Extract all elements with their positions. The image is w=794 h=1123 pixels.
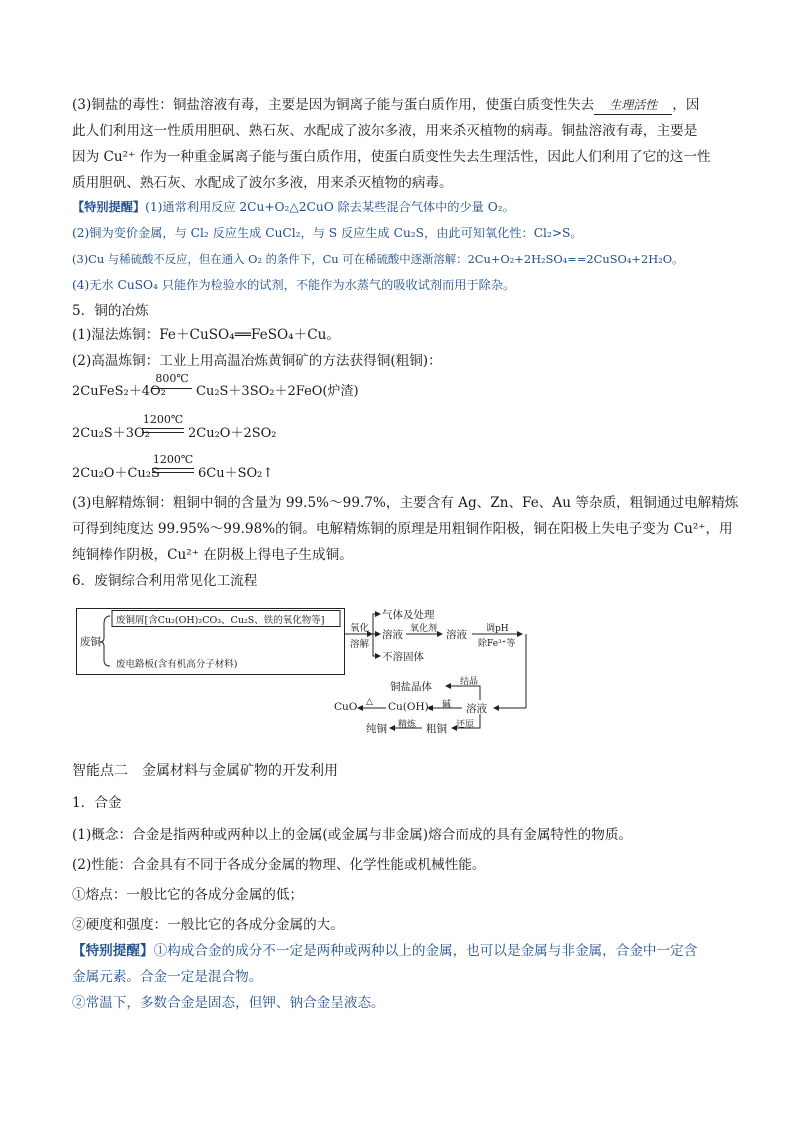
high-temp-copper: (2)高温炼铜：工业上用高温冶炼黄铜矿的方法获得铜(粗铜)： [72,353,442,369]
alloy-tip-label: 【特别提醒】 [72,943,154,959]
alloy-hardness: ②硬度和强度：一般比它的各成分金属的大。 [72,917,344,933]
flow-cu-salt: 铜盐晶体 [390,681,432,693]
eq1-condition: 800℃ [155,372,189,385]
flow-solution-1: 溶液 [382,629,403,641]
tip-label: 【特别提醒】 [72,200,146,214]
para-toxicity-line4: 质用胆矾、熟石灰、水配成了波尔多液，用来杀灭植物的病毒。 [72,175,453,191]
part-two-title: 智能点二 金属材料与金属矿物的开发利用 [72,763,338,779]
alloy-tip-line3: ②常温下，多数合金是固态，但钾、钠合金呈液态。 [72,995,385,1011]
para-toxicity-line1: (3)铜盐的毒性：铜盐溶液有毒，主要是因为铜离子能与蛋白质作用，使蛋白质变性失去 生理活性 ，因 [72,97,700,113]
answer-blank: 生理活性 [594,96,672,115]
flow-solution-2: 溶液 [446,629,467,641]
flow-waste-copper: 废铜 [80,636,101,648]
flow-cuo: CuO [334,701,358,713]
flow-gas: 气体及处理 [382,609,435,621]
alloy-tip-line1: 【特别提醒】①构成合金的成分不一定是两种或两种以上的金属，也可以是金属与非金属，合金中一定含 [72,943,698,959]
flow-crude-copper: 粗铜 [426,723,447,735]
tip-line4: (4)无水 CuSO₄ 只能作为检验水的试剂，不能作为水蒸气的吸收试剂而用于除杂。 [72,278,516,292]
tip-line3: (3)Cu 与稀硫酸不反应，但在通入 O₂ 的条件下，Cu 可在稀硫酸中逐渐溶解：2Cu+O₂+2H₂SO₄==2CuSO₄+2H₂O。 [72,252,684,266]
flow-pure-copper: 纯铜 [366,723,387,735]
flow-scrap: 废铜屑[含Cu₂(OH)₂CO₃、Cu₂S、铁的氧化物等] [116,615,325,626]
equation-2: 2Cu₂S＋3O₂ [72,426,150,441]
equation-3: 2Cu₂O＋Cu₂S [72,466,160,481]
flow-crystallize: 结晶 [460,677,479,687]
flow-solution-3: 溶液 [466,703,487,715]
para-toxicity-line2: 此人们利用这一性质用胆矾、熟石灰、水配成了波尔多液，用来杀灭植物的病毒。铜盐溶液有毒，主要是 [72,123,698,139]
electro-line2: 可得到纯度达 99.95%～99.98%的铜。电解精炼铜的原理是用粗铜作阳极，铜在阳极上失电子变为 Cu²⁺，用 [72,521,733,537]
flow-base: 碱 [442,700,452,710]
flow-pcb: 废电路板(含有机高分子材料) [116,659,238,670]
tip-line1: 【特别提醒】(1)通常利用反应 2Cu+O₂△2CuO 除去某些混合气体中的少量 O₂。 [72,200,515,214]
alloy-tip-line2: 金属元素。合金一定是混合物。 [72,969,263,985]
eq1-arrow [152,388,192,389]
wet-copper: (1)湿法炼铜：Fe＋CuSO₄══FeSO₄＋Cu。 [72,327,340,343]
process-flow-diagram [76,604,532,746]
flow-oxidize: 氧化 [350,623,370,634]
flow-reduce: 还原 [456,720,475,730]
eq1-products: Cu₂S＋3SO₂＋2FeO(炉渣) [196,384,359,399]
flow-heat: △ [366,697,373,707]
eq3-products: 6Cu＋SO₂↑ [198,466,274,481]
flow-remove-fe: 除Fe³⁺等 [478,639,516,649]
flow-oxidant: 氧化剂 [410,624,438,634]
tip-line2: (2)铜为变价金属，与 Cl₂ 反应生成 CuCl₂，与 S 反应生成 Cu₂S，由此可知氧化性：Cl₂>S。 [72,226,583,240]
eq2-condition: 1200℃ [142,413,184,426]
equation-1: 2CuFeS₂＋4O₂ [72,384,166,399]
flow-insoluble: 不溶固体 [382,651,424,663]
electro-line1: (3)电解精炼铜：粗铜中铜的含量为 99.5%～99.7%，主要含有 Ag、Zn、Fe、Au 等杂质，粗铜通过电解精炼 [72,495,739,511]
eq2-products: 2Cu₂O＋2SO₂ [188,426,277,441]
flow-refine: 精炼 [398,720,417,730]
flow-ph: 调pH [486,624,509,634]
flow-cuoh2: Cu(OH)₂ [388,701,433,713]
section-6-title: 6．废铜综合利用常见化工流程 [72,573,258,589]
alloy-properties: (2)性能：合金具有不同于各成分金属的物理、化学性能或机械性能。 [72,857,486,873]
eq3-equals [152,468,194,473]
alloy-title: 1．合金 [72,795,122,811]
para-toxicity-line3: 因为 Cu²⁺ 作为一种重金属离子能与蛋白质作用，使蛋白质变性失去生理活性，因此人们利用了它的这一性 [72,149,711,165]
flow-dissolve: 溶解 [350,639,370,650]
alloy-melting-point: ①熔点：一般比它的各成分金属的低； [72,887,304,903]
eq3-condition: 1200℃ [152,453,194,466]
section-5-title: 5．铜的冶炼 [72,303,149,319]
eq2-equals [142,428,184,433]
electro-line3: 纯铜棒作阴极，Cu²⁺ 在阴极上得电子生成铜。 [72,547,353,563]
alloy-concept: (1)概念：合金是指两种或两种以上的金属(或金属与非金属)熔合而成的具有金属特性的物质。 [72,827,633,843]
